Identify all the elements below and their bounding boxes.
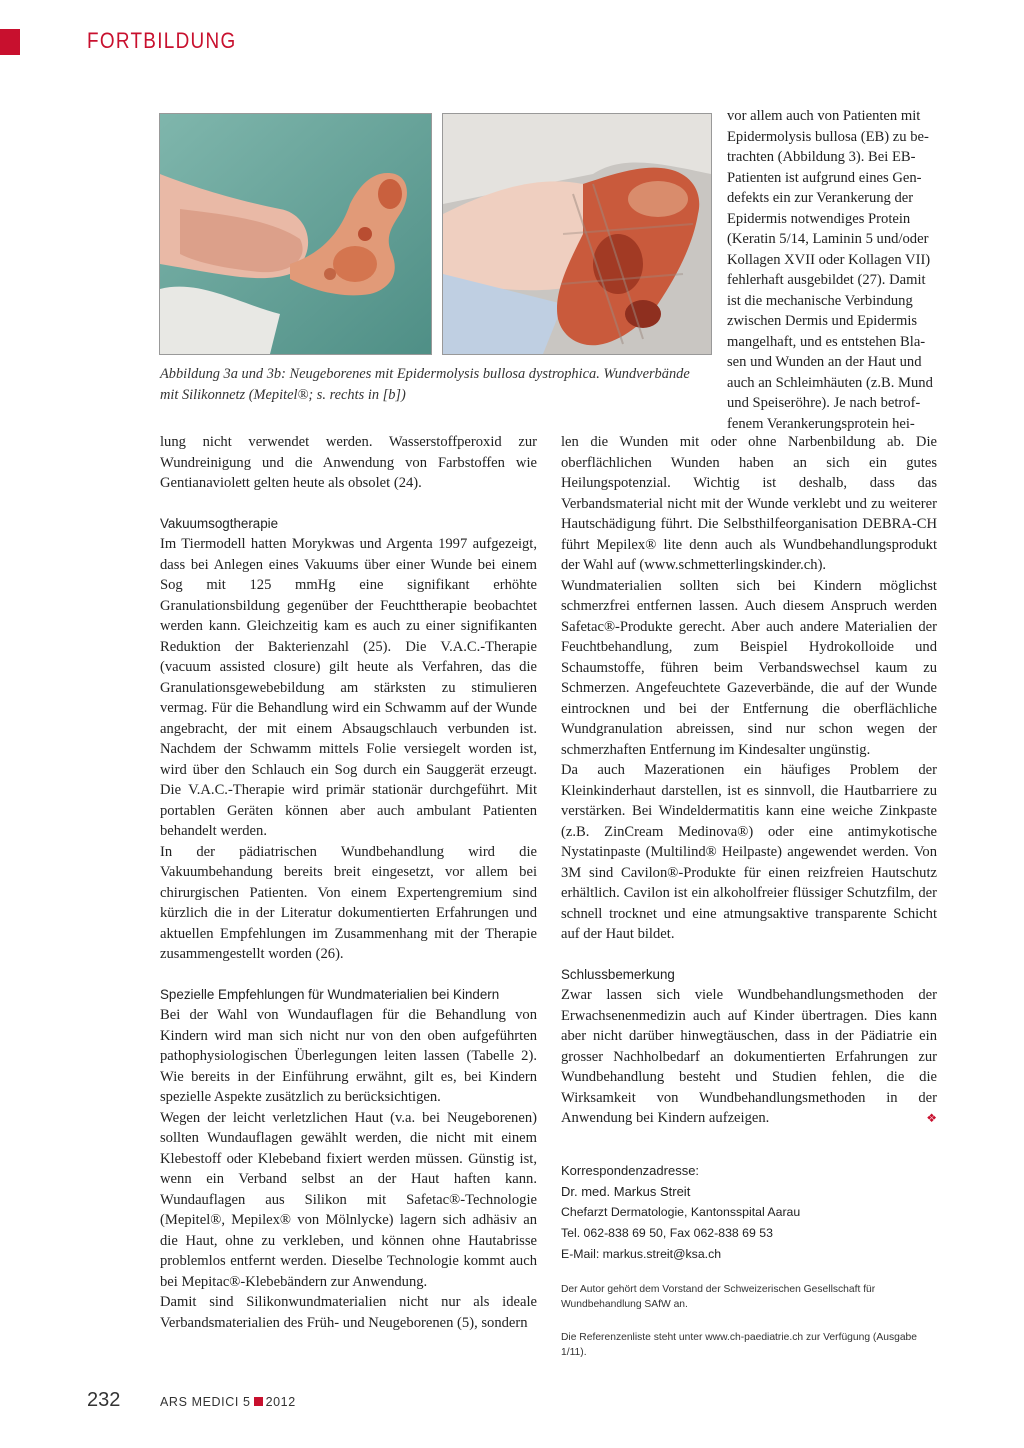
author-phone: Tel. 062-838 69 50, Fax 062-838 69 53 bbox=[561, 1226, 773, 1240]
footer-separator bbox=[254, 1397, 263, 1406]
text-line: zwischen Dermis und Epidermis bbox=[727, 313, 918, 329]
text-line: defekts ein zur Verankerung der bbox=[727, 190, 914, 206]
text-line: Epidermis notwendiges Protein bbox=[727, 210, 911, 227]
right-column bbox=[561, 432, 937, 1129]
correspondence-label: Korrespondenzadresse: bbox=[561, 1163, 700, 1178]
text-line: und Speiseröhre). Je nach betrof- bbox=[727, 395, 921, 411]
paragraph: Bei der Wahl von Wundauflagen für die Behandlung von Kindern wird man sich nicht nur von den oben aufgeführten pathophysiologischen Überlegungen leiten lassen (Tabelle 2). Wie bereits in der Einführung erwähnt, gilt es, bei Kindern spezielle Aspekte zusätzlich zu berücksichtigen. bbox=[160, 1007, 537, 1105]
page-number: 232 bbox=[87, 1389, 121, 1411]
text-line: Patienten ist aufgrund eines Gen- bbox=[727, 169, 922, 186]
journal-year: 2012 bbox=[265, 1395, 296, 1409]
end-mark: ❖ bbox=[926, 1111, 937, 1125]
figure-photo-a bbox=[159, 113, 432, 355]
text-line: Kollagen XVII oder Kollagen VII) bbox=[727, 251, 931, 268]
text-line: auch an Schleimhäuten (z.B. Mund bbox=[727, 374, 933, 391]
section-title: FORTBILDUNG bbox=[87, 28, 237, 53]
paragraph: Wundmaterialien sollten sich bei Kindern möglichst schmerzfrei entfernen lassen. Auch diesem Anspruch werden Safetac®-Produkte gerecht. Aber auch andere Materialien der Feuchtbehandlung, zum Beispiel Hydrokolloide und Schaumstoffe, führen beim Verbandswechsel kaum zu Schmerzen. Angefeuchtete Gazeverbände, die auf der Wunde eintrocknen und bei der Entfernung die oberflächliche Wundgranulation abreissen, sind nur schon wegen der schmerzhaften Entfernung im Kindesalter ungünstig. bbox=[561, 577, 937, 758]
paragraph: Wegen der leicht verletzlichen Haut (v.a. bei Neugeborenen) sollten Wundauflagen gewählt werden, die nicht mit einem Klebestoff oder Klebeband fixiert werden müssen. Günstig ist, wenn ein Verband selbst an der Haut haften kann. Wundauflagen aus Silikon mit Safetac®-Technologie (Mepitel®, Mepilex® von Mölnlycke) lagern sich adhäsiv an die Haut, ohne zu verkleben, und können ohne Hautabrisse problemlos entfernt werden. Dieselbe Technologie kommt auch bei Mepitac®-Klebebändern zur Anwendung. bbox=[160, 1109, 537, 1290]
paragraph: Im Tiermodell hatten Morykwas und Argenta 1997 aufgezeigt, dass bei Anlegen eines Vakuums über einer Wunde bei einem Sog mit 125 mmHg eine signifikant erhöhte Granulationsbildung gegenüber der Feuchttherapie beobachtet werden kann. Gleichzeitig kam es auch zu einer signifikanten Reduktion der Bakterienzahl (25). Die V.A.C.-Therapie (vacuum assisted closure) gilt heute als Verfahren, das die Granulationsgewebebildung am stärksten zu stimulieren vermag. Für die Behandlung wird ein Schwamm auf der Wunde angebracht, der mit einem Absaugschlauch verbunden ist. Nachdem der Schwamm mittels Folie versiegelt worden ist, wird über den Schlauch ein Sog durch ein Sauggerät erzeugt. Die V.A.C.-Therapie wird primär stationär durchgeführt. Mit portablen Geräten können aber auch ambulant Patienten behandelt werden. bbox=[160, 536, 537, 839]
text-line: Epidermolysis bullosa (EB) zu be- bbox=[727, 128, 929, 145]
journal-name: ARS MEDICI 5 bbox=[160, 1395, 251, 1409]
author-email[interactable]: E-Mail: markus.streit@ksa.ch bbox=[561, 1247, 722, 1261]
paragraph: Damit sind Silikonwundmaterialien nicht nur als ideale Verbandsmaterialien des Früh- und Neugeborenen (5), sondern bbox=[160, 1294, 537, 1331]
figure-photo-b bbox=[442, 113, 712, 355]
section-heading: Spezielle Empfehlungen für Wundmaterialien bei Kindern bbox=[160, 986, 500, 1002]
paragraph: Da auch Mazerationen ein häufiges Problem der Kleinkinderhaut darstellen, ist es sinnvoll, die Hautbarriere zu verstärken. Bei Windeldermatitis kann eine weiche Zinkpaste (z.B. ZinCream Medinova®) oder eine antimykotische Nystatinpaste (Multilind® Heilpaste) angewendet werden. Von 3M sind Cavilon®-Produkte für einen reizfreien Hautschutz erhältlich. Cavilon ist ein alkoholfreier flüssiger Schutzfilm, der schnell trocknet und eine atmungsaktive transparente Schicht auf der Haut bildet. bbox=[561, 762, 937, 942]
author-position: Chefarzt Dermatologie, Kantonsspital Aarau bbox=[561, 1205, 801, 1219]
text-line: mangelhaft, und es entstehen Bla- bbox=[727, 333, 926, 350]
section-marker bbox=[0, 29, 20, 55]
left-column bbox=[160, 432, 537, 1333]
references-note: Die Referenzenliste steht unter www.ch-paediatrie.ch zur Verfügung (Ausgabe 1/11). bbox=[561, 1332, 918, 1358]
text-line: fehlerhaft ausgebildet (27). Damit bbox=[727, 272, 926, 288]
section-heading: Vakuumsogtherapie bbox=[160, 515, 279, 531]
paragraph-text: Zwar lassen sich viele Wundbehandlungsmethoden der Erwachsenenmedizin auch auf Kinder übertragen. Dies kann aber nicht darüber hinwegtäuschen, dass in der Pädiatrie ein grosser Nachholbedarf an dokumentierten Erfahrungen zur Wundbehandlung besteht und Studien fehlen, die die Wirksamkeit von Wundbehandlungsmethoden in der Anwendung bei Kindern aufzeigen. bbox=[561, 987, 937, 1126]
text-line: fenem Verankerungsprotein hei- bbox=[727, 415, 915, 432]
text-line: trachten (Abbildung 3). Bei EB- bbox=[727, 149, 916, 165]
paragraph: lung nicht verwendet werden. Wasserstoffperoxid zur Wundreinigung und die Anwendung von Farbstoffen wie Gentianaviolett gelten heute als obsolet (24). bbox=[160, 434, 537, 491]
section-heading: Schlussbemerkung bbox=[561, 966, 675, 982]
text-line: (Keratin 5/14, Laminin 5 und/oder bbox=[727, 231, 929, 247]
right-top-text bbox=[727, 106, 937, 434]
text-line: ist die mechanische Verbindung bbox=[727, 292, 913, 309]
paragraph: In der pädiatrischen Wundbehandlung wird die Vakuumbehandung bereits breit eingesetzt, vor allem bei chirurgischen Patienten. Von einem Expertengremium sind kürzlich die in der Literatur dokumentierten Erfahrungen und aktuellen Empfehlungen im Zusammenhang mit der Therapie zusammengestellt worden (26). bbox=[160, 843, 537, 962]
text-line: sen und Wunden an der Haut und bbox=[727, 354, 922, 370]
paragraph: len die Wunden mit oder ohne Narbenbildung ab. Die oberflächlichen Wunden haben an sich ein gutes Heilungspotenzial. Wichtig ist deshalb, dass das Verbandsmaterial nicht mit der Wunde verklebt und zu weiterer Hautschädigung führt. Die Selbsthilfeorganisation DEBRA-CH führt Mepilex® lite denn auch als Wundbehandlungsprodukt der Wahl auf (www.schmetterlingskinder.ch). bbox=[561, 434, 937, 573]
author-name: Dr. med. Markus Streit bbox=[561, 1184, 691, 1199]
journal-footer bbox=[160, 1395, 296, 1409]
text-line: vor allem auch von Patienten mit bbox=[727, 108, 921, 124]
paragraph bbox=[561, 985, 937, 1129]
author-note: Der Autor gehört dem Vorstand der Schweizerischen Gesellschaft für Wundbehandlung SAfW an. bbox=[561, 1284, 876, 1310]
figure-caption: Abbildung 3a und 3b: Neugeborenes mit Epidermolysis bullosa dystrophica. Wundverbände mit Silikonnetz (Mepitel®; s. rechts in [b]) bbox=[160, 366, 690, 403]
